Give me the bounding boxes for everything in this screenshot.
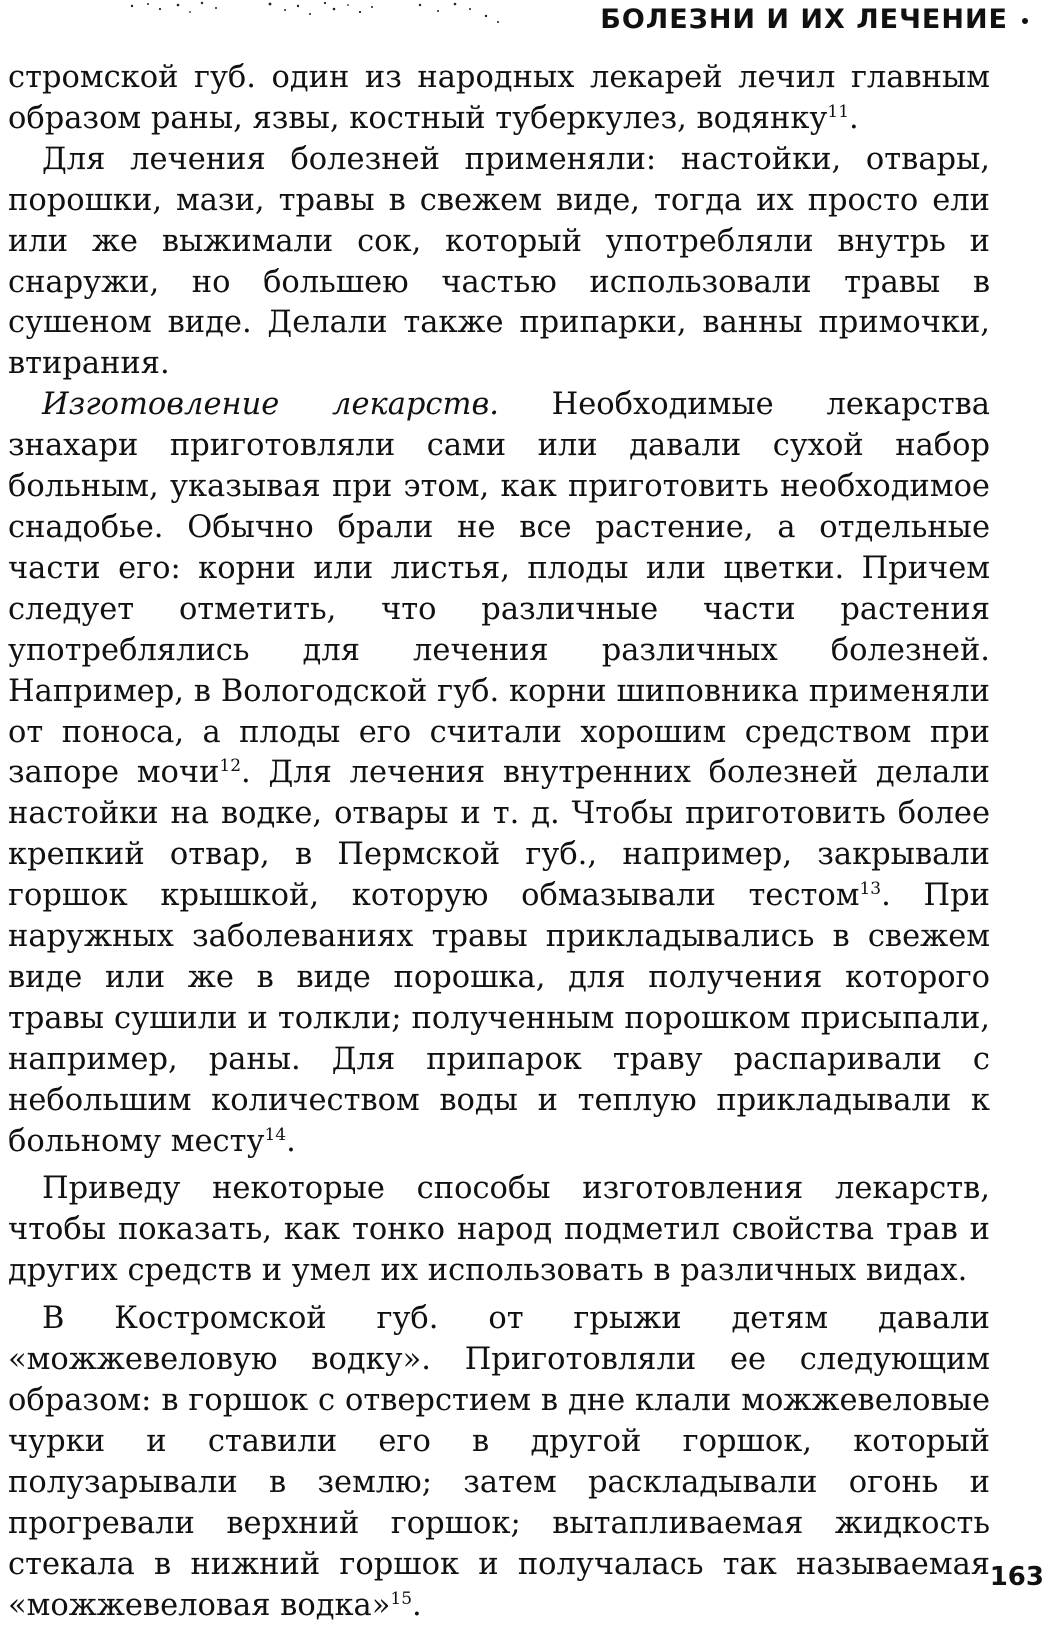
body-text xyxy=(8,58,990,1626)
footnote-ref-13: 13 xyxy=(859,878,882,899)
paragraph-5-tail: . xyxy=(412,1587,422,1623)
paragraph-3-text-c: . При наружных заболеваниях травы прикладывались в свежем виде или же в виде порошка, для получения которого травы сушили и толкли; полученным порошком присыпали, например, раны. Для припарок траву распаривали с небольшим количеством воды и теплую прикладывали к больному месту xyxy=(8,878,991,1159)
paragraph-3 xyxy=(8,385,990,1162)
footnote-ref-14: 14 xyxy=(264,1124,287,1145)
paragraph-4-text: Приведу некоторые способы изготовления лекарств, чтобы показать, как тонко народ подметил свойства трав и других средств и умел их использовать в различных видах. xyxy=(8,1171,990,1289)
paragraph-2-text: Для лечения болезней применяли: настойки, отвары, порошки, мази, травы в свежем виде, тогда их просто ели или же выжимали сок, который употребляли внутрь и снаружи, но большею частью использовали травы в сушеном виде. Делали также припарки, ванны примочки, втирания. xyxy=(8,141,990,382)
paragraph-1-text: стромской губ. один из народных лекарей лечил главным образом раны, язвы, костный туберкулез, водянку xyxy=(8,60,990,136)
footnote-ref-12: 12 xyxy=(219,756,242,777)
footnote-ref-15: 15 xyxy=(390,1588,413,1609)
paragraph-3-text-b: . Для лечения внутренних болезней делали настойки на водке, отвары и т. д. Чтобы приготовить более крепкий отвар, в Пермской губ., например, закрывали горшок крышкой, которую обмазывали тестом xyxy=(8,755,990,914)
paragraph-3-tail: . xyxy=(286,1123,296,1159)
paragraph-5-text: В Костромской губ. от грыжи детям давали «можжевеловую водку». Приготовляли ее следующим образом: в горшок с отверстием в дне клали можжевеловые чурки и ставили его в другой горшок, который полузарывали в землю; затем раскладывали огонь и прогревали верхний горшок; вытапливаемая жидкость стекала в нижний горшок и получалась так называемая «можжевеловая водка» xyxy=(8,1301,990,1623)
paragraph-2 xyxy=(8,140,990,385)
footnote-ref-11: 11 xyxy=(827,101,850,122)
scan-speckle-decoration xyxy=(120,0,540,30)
header-bullet-icon xyxy=(1022,18,1028,24)
paragraph-5 xyxy=(8,1299,990,1626)
running-header xyxy=(600,4,1028,35)
paragraph-1-tail: . xyxy=(849,100,859,136)
section-lead-heading: Изготовление лекарств. xyxy=(42,387,499,423)
paragraph-3-text-a: Необходимые лекарства знахари приготовляли сами или давали сухой набор больным, указывая при этом, как приготовить необходимое снадобье. Обычно брали не все растение, а отдельные части его: корни или листья, плоды или цветки. Причем следует отметить, что различные части растения употреблялись для лечения различных болезней. Например, в Вологодской губ. корни шиповника применяли от поноса, а плоды его считали хорошим средством при запоре мочи xyxy=(8,387,990,791)
paragraph-4 xyxy=(8,1169,990,1292)
running-header-title: БОЛЕЗНИ И ИХ ЛЕЧЕНИЕ xyxy=(600,4,1008,35)
page-number: 163 xyxy=(989,1562,1044,1592)
paragraph-1 xyxy=(8,58,990,140)
